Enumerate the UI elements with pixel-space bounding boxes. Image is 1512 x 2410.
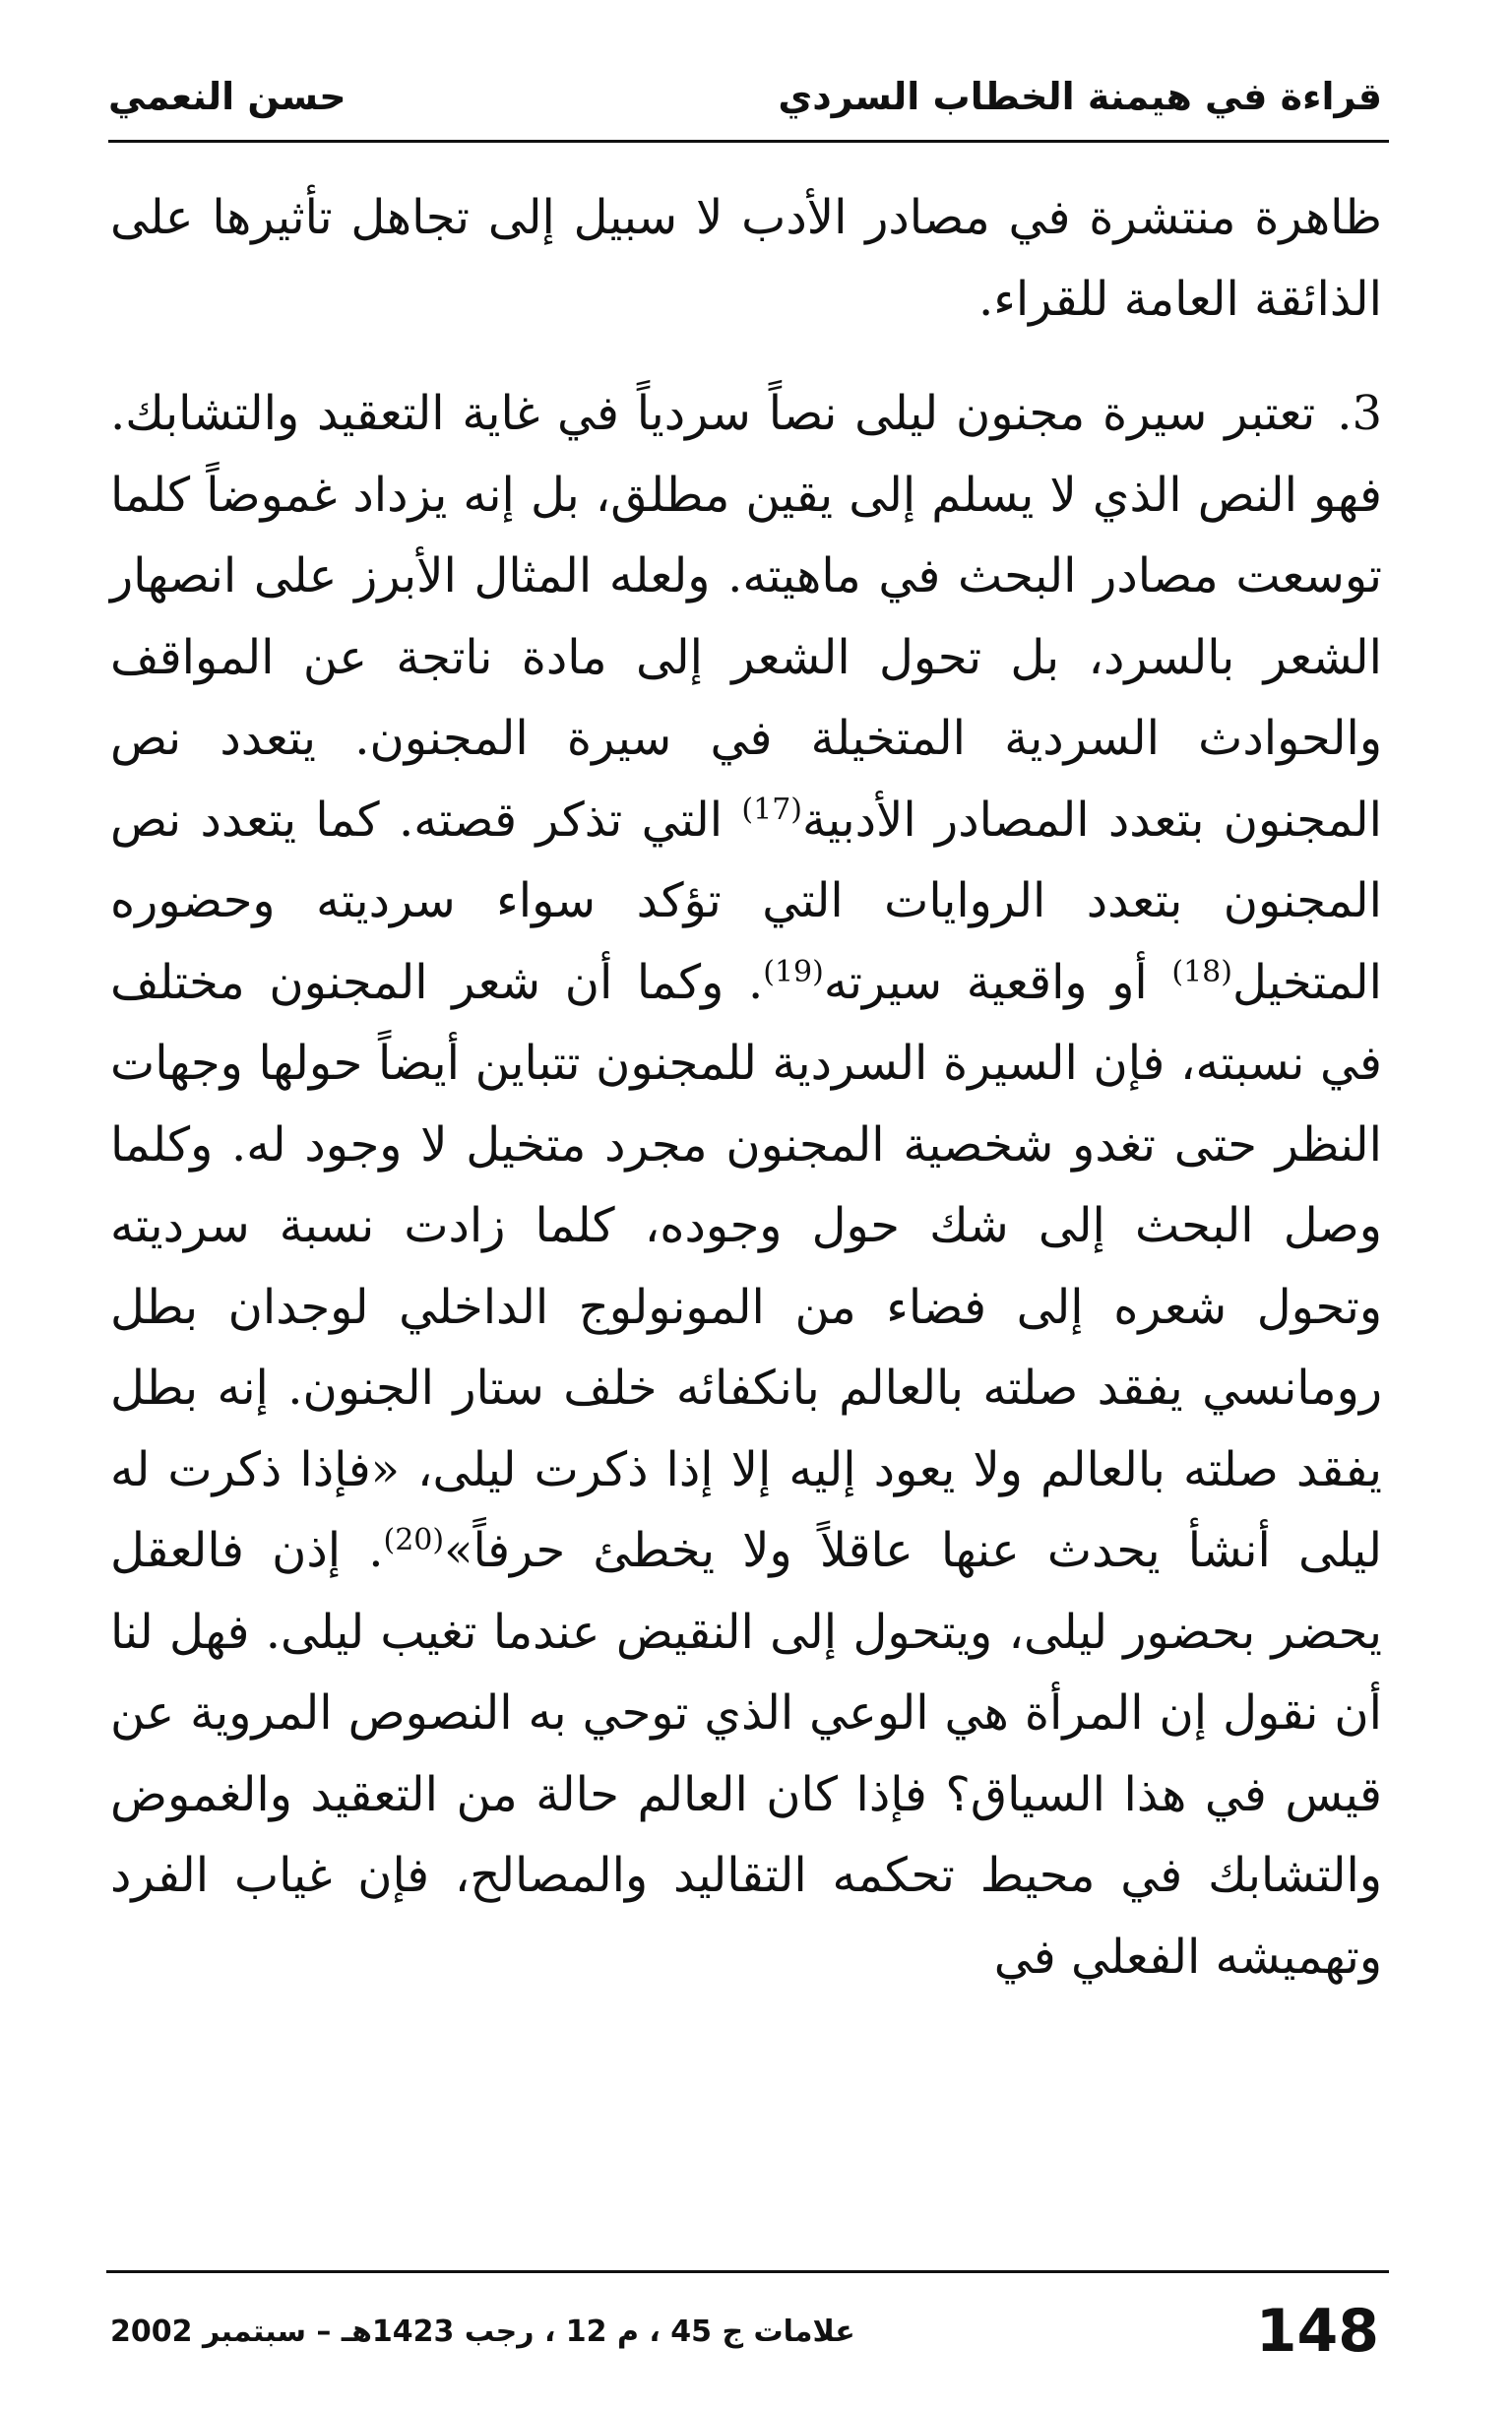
header-author: حسن النعمي xyxy=(108,75,346,118)
footnote-ref-19[interactable]: (19) xyxy=(763,954,824,989)
running-footer xyxy=(110,2282,1379,2380)
header-rule xyxy=(108,140,1389,143)
paragraph-2-text-2: التي تذكر قصته. كما يتعدد نص المجنون بتعدد الروايات التي تؤكد سواء سرديته وحضوره المتخيل xyxy=(110,792,1382,1010)
body-text xyxy=(110,177,1382,1998)
journal-info: علامات ج 45 ، م 12 ، رجب 1423هـ – سبتمبر 2002 xyxy=(110,2314,855,2349)
footer-rule xyxy=(106,2270,1389,2273)
paragraph-2-text-3: أو واقعية سيرته xyxy=(823,954,1172,1010)
paragraph-1: ظاهرة منتشرة في مصادر الأدب لا سبيل إلى تجاهل تأثيرها على الذائقة العامة للقراء. xyxy=(110,190,1382,327)
paragraph-2-text-5: . إذن فالعقل يحضر بحضور ليلى، ويتحول إلى النقيض عندما تغيب ليلى. فهل لنا أن نقول إن المرأة هي الوعي الذي توحي به النصوص المروية عن قيس في هذا السياق؟ فإذا كان العالم حالة من التعقيد والغموض والتشابك في محيط تحكمه التقاليد والمصالح، فإن غياب الفرد وتهميشه الفعلي في xyxy=(110,1523,1382,1985)
paragraph-2 xyxy=(110,373,1382,1998)
footnote-ref-20[interactable]: (20) xyxy=(383,1523,445,1557)
running-header xyxy=(108,61,1382,132)
footnote-ref-17[interactable]: (17) xyxy=(741,792,803,827)
paragraph-2-text-1: تعتبر سيرة مجنون ليلى نصاً سردياً في غاية التعقيد والتشابك. فهو النص الذي لا يسلم إلى يقين مطلق، بل إنه يزداد غموضاً كلما توسعت مصادر البحث في ماهيته. ولعله المثال الأبرز على انصهار الشعر بالسرد، بل تحول الشعر إلى مادة ناتجة عن المواقف والحوادث السردية المتخيلة في سيرة المجنون. يتعدد نص المجنون بتعدد المصادر الأدبية xyxy=(110,386,1383,848)
footnote-ref-18[interactable]: (18) xyxy=(1171,954,1232,989)
paragraph-2-text-4: . وكما أن شعر المجنون مختلف في نسبته، فإن السيرة السردية للمجنون تتباين أيضاً حولها وجهات النظر حتى تغدو شخصية المجنون مجرد متخيل لا وجود له. وكلما وصل البحث إلى شك حول وجوده، كلما زادت نسبة سرديته وتحول شعره إلى فضاء من المونولوج الداخلي لوجدان بطل رومانسي يفقد صلته بالعالم بانكفائه خلف ستار الجنون. إنه بطل يفقد صلته بالعالم ولا يعود إليه إلا إذا ذكرت ليلى، «فإذا ذكرت له ليلى أنشأ يحدث عنها عاقلاً ولا يخطئ حرفاً» xyxy=(110,954,1383,1578)
header-title: قراءة في هيمنة الخطاب السردي xyxy=(778,75,1382,118)
page-number: 148 xyxy=(1255,2297,1379,2366)
item-number: 3. xyxy=(1337,386,1382,441)
